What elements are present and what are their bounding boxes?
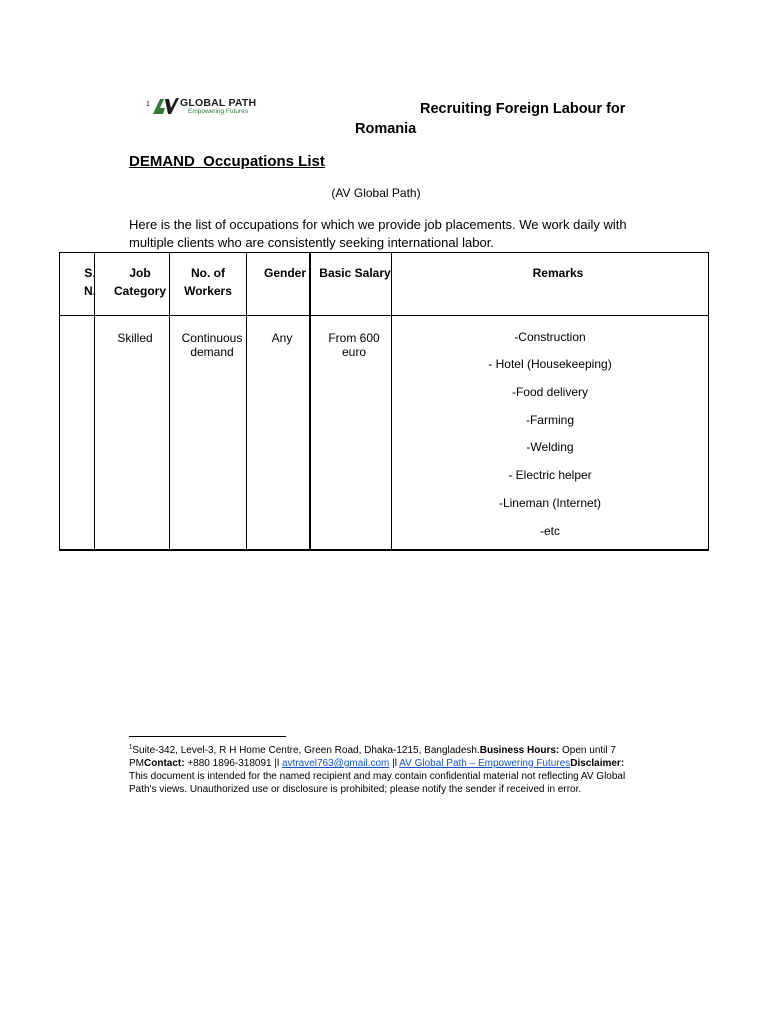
footnote-contact-label: Contact: (144, 758, 185, 769)
subheading-text: (AV Global Path) (331, 186, 421, 200)
remark-item: -Farming (525, 413, 574, 427)
header-sn-line1: S. (84, 266, 96, 280)
cell-salary-line1: From 600 (328, 331, 380, 345)
cell-no-of-workers (170, 331, 254, 359)
section-heading: DEMAND Occupations List (129, 153, 325, 170)
header-workers-line1: No. of (191, 266, 225, 280)
remark-item: -Construction (514, 330, 586, 344)
document-title-line-2: Romania (355, 121, 417, 137)
logo-tagline: Empowering Futures (188, 108, 248, 115)
cell-job-category: Skilled (117, 331, 153, 345)
intro-paragraph: Here is the list of occupations for which we provide job placements. We work daily with multiple clients who are consistently seeking international labor. (129, 217, 627, 250)
footnote-separator (129, 736, 286, 737)
footnote-hours-value: Open until 7 PM (129, 745, 616, 769)
table-column-divider (246, 253, 247, 549)
occupations-table (59, 252, 709, 551)
header-job-line1: Job (129, 266, 151, 280)
remark-item: - Hotel (Housekeeping) (488, 357, 612, 371)
logo-mark-icon (152, 96, 180, 116)
footnote-separator-text: |l (389, 758, 400, 769)
company-subheading (0, 186, 768, 200)
header-no-of-workers (170, 264, 246, 300)
footnote-reference-marker: 1 (146, 101, 150, 108)
header-job-line2: Category (113, 284, 166, 298)
header-sn-line2: N. (84, 284, 96, 298)
cell-basic-salary (311, 331, 397, 359)
remark-item: -Food delivery (511, 385, 589, 399)
table-column-divider (309, 253, 311, 549)
document-title-line-1: Recruiting Foreign Labour for (420, 101, 626, 117)
website-link[interactable]: AV Global Path – Empowering Futures (399, 758, 571, 769)
remark-item: -etc (539, 524, 560, 538)
footnote-address: Suite-342, Level-3, R H Home Centre, Green Road, Dhaka-1215, Bangladesh. (132, 745, 480, 756)
footnote-disclaimer-text: This document is intended for the named recipient and may contain confidential material not reflecting AV Global Path's views. Unauthorized use or disclosure is prohibited; please notify the sender if received in error. (129, 771, 626, 795)
cell-gender: Any (271, 331, 293, 345)
footnote-contact-value: +880 1896-318091 |l (184, 758, 282, 769)
table-header-divider (60, 315, 708, 316)
header-workers-line2: Workers (184, 284, 232, 298)
cell-salary-line2: euro (341, 345, 367, 359)
cell-workers-line1: Continuous (181, 331, 243, 345)
email-link[interactable]: avtravel763@gmail.com (281, 758, 390, 769)
header-gender: Gender (263, 266, 306, 280)
remark-item: -Welding (526, 440, 574, 454)
remark-item: - Electric helper (508, 468, 592, 482)
cell-workers-line2: demand (190, 345, 234, 359)
footnote (129, 744, 639, 796)
header-remarks: Remarks (532, 266, 584, 280)
header-basic-salary: Basic Salary (319, 266, 391, 280)
footnote-marker: 1 (129, 744, 133, 751)
remark-item: -Lineman (Internet) (498, 496, 602, 510)
footnote-disclaimer-label: Disclaimer: (570, 758, 625, 769)
footnote-hours-label: Business Hours: (479, 745, 560, 756)
logo-name: GLOBAL PATH (180, 97, 257, 109)
company-logo (152, 96, 267, 118)
